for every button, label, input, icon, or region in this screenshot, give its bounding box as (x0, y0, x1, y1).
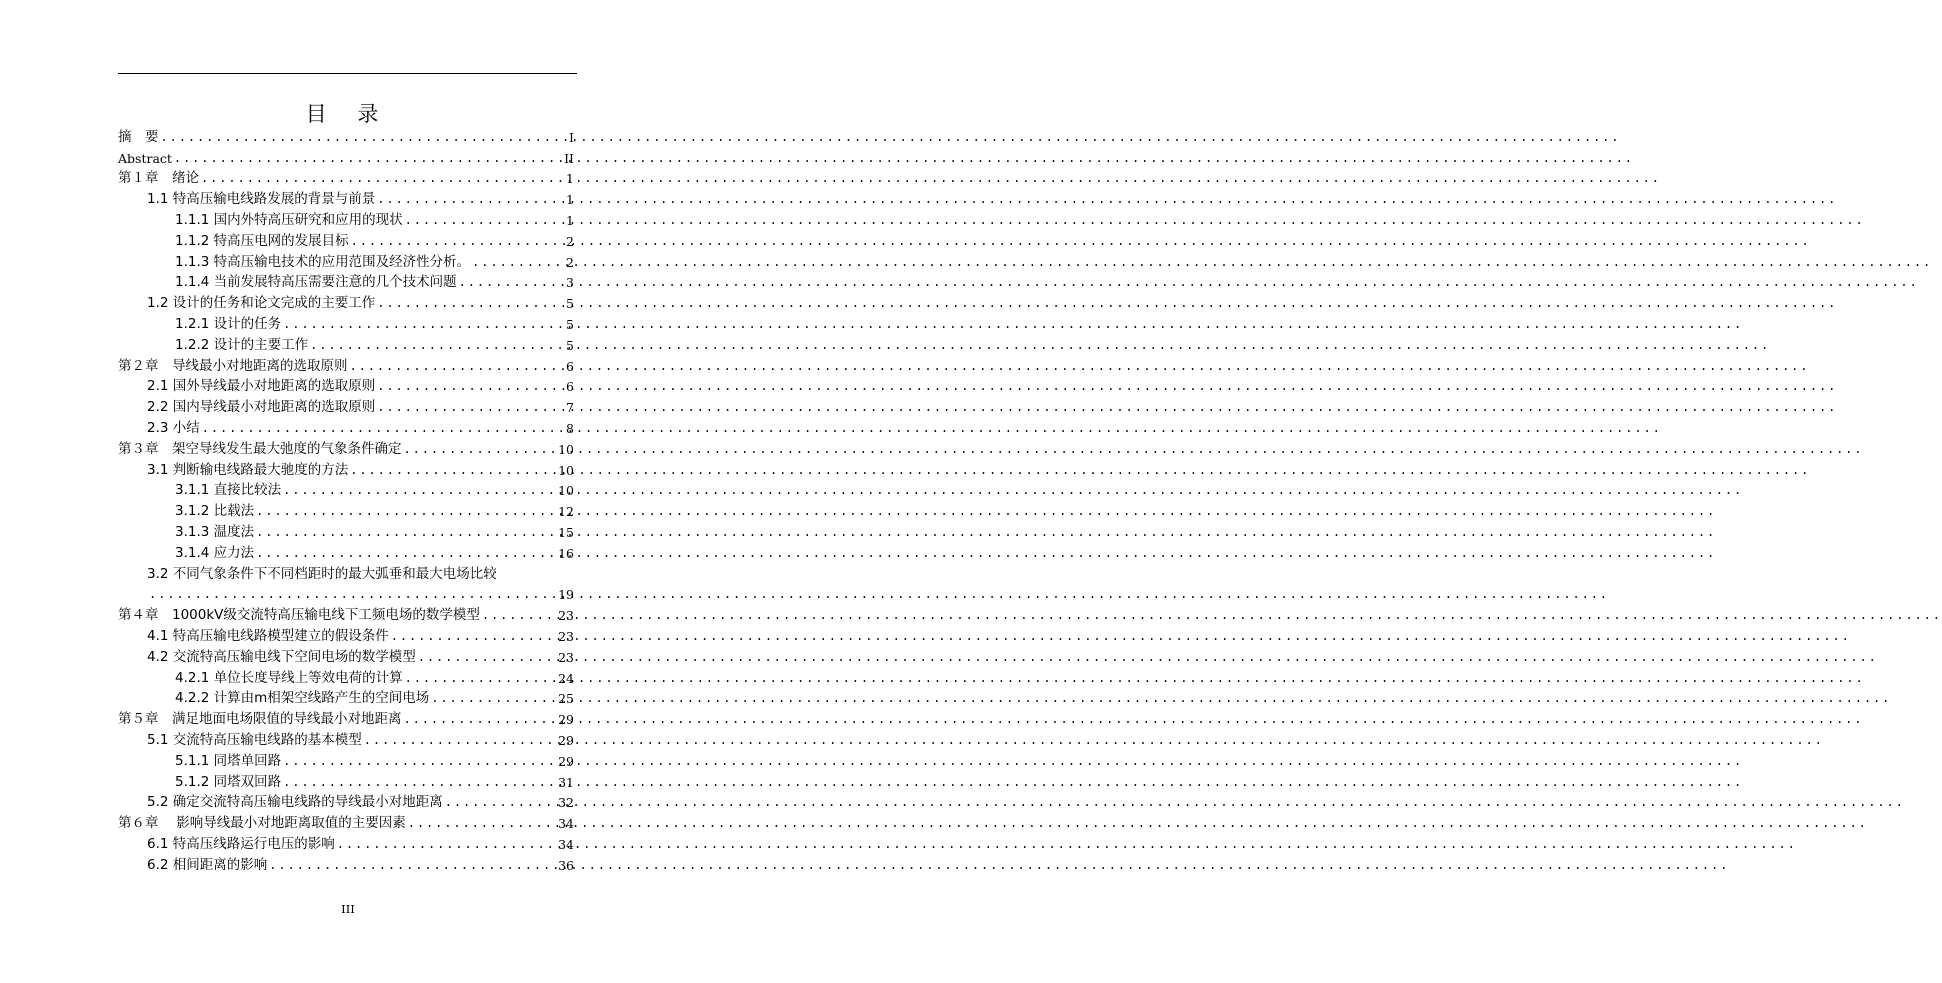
toc-entry-label: 1.1.2 特高压电网的发展目标 (175, 232, 349, 249)
toc-leader (283, 752, 556, 771)
toc-entry-2-2[interactable] (118, 396, 574, 417)
toc-leader (418, 648, 556, 667)
toc-entry-label: 1.1.3 特高压输电技术的应用范围及经济性分析。 (175, 253, 471, 270)
toc-entry-1-1-4[interactable] (118, 272, 574, 293)
toc-entry-6-1[interactable] (118, 833, 574, 854)
toc-entry-4-1[interactable] (118, 625, 574, 646)
toc-entry-page: 31 (558, 774, 574, 790)
toc-entry-2-1[interactable] (118, 376, 574, 397)
toc-entry-label: 1.1.1 国内外特高压研究和应用的现状 (175, 211, 403, 228)
toc-leader (391, 627, 556, 646)
toc-entry-page: 19 (558, 587, 574, 603)
table-of-contents (118, 126, 574, 875)
toc-entry-page: 29 (558, 712, 574, 728)
toc-leader (472, 253, 564, 272)
toc-entry-page: 24 (558, 670, 574, 686)
toc-leader (256, 502, 556, 521)
toc-leader (269, 856, 556, 875)
toc-leader (310, 336, 564, 355)
toc-entry-page: 7 (566, 400, 574, 416)
toc-entry-1-1-3[interactable] (118, 251, 574, 272)
toc-leader (350, 357, 565, 376)
toc-leader (283, 315, 564, 334)
toc-entry-label: 1.2 设计的任务和论文完成的主要工作 (147, 295, 376, 312)
toc-entry-chapter-2[interactable] (118, 355, 574, 376)
toc-entry-3-1-1[interactable] (118, 480, 574, 501)
page-number: III (341, 902, 355, 916)
toc-entry-chapter-1[interactable] (118, 168, 574, 189)
toc-entry-page: 10 (558, 462, 574, 478)
toc-entry-label: 第４章 1000kV级交流特高压输电线下工频电场的数学模型 (118, 607, 480, 624)
toc-leader (364, 731, 556, 750)
toc-entry-3-1-3[interactable] (118, 521, 574, 542)
toc-entry-page: 3 (566, 275, 574, 291)
toc-entry-label: 6.1 特高压线路运行电压的影响 (147, 835, 335, 852)
toc-leader (377, 190, 564, 209)
toc-entry-label: 5.1 交流特高压输电线路的基本模型 (147, 731, 362, 748)
toc-leader (445, 793, 556, 812)
toc-leader (174, 149, 562, 168)
toc-entry-chapter-5[interactable] (118, 708, 574, 729)
toc-entry-page: 16 (558, 545, 574, 561)
toc-entry-label: 摘 要 (118, 128, 159, 145)
toc-entry-label: 2.2 国内导线最小对地距离的选取原则 (147, 399, 376, 416)
toc-entry-label: 3.1.2 比载法 (175, 503, 255, 520)
toc-leader (404, 710, 557, 729)
toc-leader (377, 377, 564, 396)
toc-entry-label: 第１章 绪论 (118, 170, 199, 187)
toc-leader (202, 419, 564, 438)
toc-entry-3-2-continued[interactable] (118, 584, 574, 605)
toc-leader (337, 835, 556, 854)
toc-entry-3-2[interactable] (118, 563, 574, 584)
toc-entry-3-1-2[interactable] (118, 500, 574, 521)
toc-entry-page: 2 (566, 254, 574, 270)
toc-entry-4-2-1[interactable] (118, 667, 574, 688)
toc-entry-label: 3.1.1 直接比较法 (175, 482, 282, 499)
toc-entry-6-2[interactable] (118, 854, 574, 875)
toc-entry-label: 4.1 特高压输电线路模型建立的假设条件 (147, 627, 389, 644)
toc-entry-4-2[interactable] (118, 646, 574, 667)
toc-leader (459, 273, 564, 292)
toc-leader (377, 398, 564, 417)
toc-entry-page: 29 (558, 732, 574, 748)
toc-entry-2-3[interactable] (118, 417, 574, 438)
toc-leader (351, 232, 564, 251)
header-rule (118, 73, 577, 74)
toc-entry-1-1[interactable] (118, 188, 574, 209)
toc-entry-5-1-2[interactable] (118, 771, 574, 792)
toc-leader (377, 294, 564, 313)
toc-leader (256, 544, 556, 563)
toc-entry-page: 34 (558, 816, 574, 832)
toc-entry-label: 5.1.1 同塔单回路 (175, 752, 282, 769)
toc-entry-page: 5 (566, 337, 574, 353)
toc-leader (482, 606, 556, 625)
toc-entry-abstract[interactable] (118, 147, 574, 168)
toc-entry-3-1[interactable] (118, 459, 574, 480)
toc-entry-1-1-1[interactable] (118, 209, 574, 230)
toc-entry-label: 3.2 不同气象条件下不同档距时的最大弧垂和最大电场比较 (147, 565, 497, 582)
toc-entry-chapter-6[interactable] (118, 812, 574, 833)
toc-entry-label: 1.1.4 当前发展特高压需要注意的几个技术问题 (175, 274, 457, 291)
toc-entry-label: 3.1.4 应力法 (175, 544, 255, 561)
toc-entry-label: 第３章 架空导线发生最大弛度的气象条件确定 (118, 440, 402, 457)
toc-entry-page: 5 (566, 296, 574, 312)
toc-leader (201, 169, 564, 188)
toc-leader (283, 773, 556, 792)
toc-entry-label: 1.1 特高压输电线路发展的背景与前景 (147, 191, 376, 208)
toc-entry-label: 6.2 相间距离的影响 (147, 856, 268, 873)
toc-entry-page: 25 (558, 691, 574, 707)
toc-entry-label: 5.2 确定交流特高压输电线路的导线最小对地距离 (147, 794, 443, 811)
toc-entry-page: I (569, 129, 574, 145)
toc-entry-page: 2 (566, 233, 574, 249)
toc-entry-page: 5 (566, 316, 574, 332)
toc-entry-label: 3.1 判断输电线路最大驰度的方法 (147, 461, 349, 478)
toc-entry-abstract-cn[interactable] (118, 126, 574, 147)
toc-leader (408, 814, 556, 833)
toc-entry-label: 3.1.3 温度法 (175, 523, 255, 540)
toc-leader (256, 523, 556, 542)
toc-entry-page: 32 (558, 795, 574, 811)
toc-leader (404, 440, 557, 459)
toc-entry-1-2[interactable] (118, 292, 574, 313)
toc-entry-1-2-2[interactable] (118, 334, 574, 355)
toc-entry-page: 1 (566, 171, 574, 187)
toc-entry-page: 36 (558, 857, 574, 873)
toc-entry-label: Abstract (118, 150, 172, 166)
toc-entry-label: 第６章 影响导线最小对地距离取值的主要因素 (118, 815, 406, 832)
toc-entry-label: 第５章 满足地面电场限值的导线最小对地距离 (118, 711, 402, 728)
toc-entry-page: 6 (566, 358, 574, 374)
toc-leader (149, 585, 556, 604)
toc-entry-page: 10 (558, 483, 574, 499)
toc-entry-page: 8 (566, 420, 574, 436)
toc-entry-page: 1 (566, 212, 574, 228)
toc-entry-page: 12 (558, 504, 574, 520)
toc-entry-page: 23 (558, 608, 574, 624)
toc-entry-label: 5.1.2 同塔双回路 (175, 773, 282, 790)
page-title: 目 录 (305, 102, 391, 126)
toc-entry-label: 1.2.1 设计的任务 (175, 315, 282, 332)
toc-leader (161, 128, 568, 147)
toc-entry-page: 29 (558, 753, 574, 769)
toc-entry-5-1[interactable] (118, 729, 574, 750)
toc-entry-5-1-1[interactable] (118, 750, 574, 771)
toc-entry-1-1-2[interactable] (118, 230, 574, 251)
toc-leader (431, 689, 556, 708)
toc-entry-4-2-2[interactable] (118, 688, 574, 709)
toc-entry-label: 2.1 国外导线最小对地距离的选取原则 (147, 378, 376, 395)
toc-entry-page: 23 (558, 649, 574, 665)
toc-leader (350, 461, 556, 480)
toc-entry-label: 4.2.1 单位长度导线上等效电荷的计算 (175, 669, 403, 686)
toc-entry-5-2[interactable] (118, 792, 574, 813)
toc-entry-1-2-1[interactable] (118, 313, 574, 334)
toc-entry-page: 10 (558, 441, 574, 457)
toc-entry-label: 第２章 导线最小对地距离的选取原则 (118, 357, 348, 374)
toc-leader (405, 211, 564, 230)
toc-entry-label: 2.3 小结 (147, 419, 200, 436)
toc-entry-label: 4.2 交流特高压输电线下空间电场的数学模型 (147, 648, 416, 665)
toc-entry-page: II (564, 150, 574, 166)
toc-entry-chapter-3[interactable] (118, 438, 574, 459)
toc-entry-page: 34 (558, 836, 574, 852)
toc-entry-chapter-4[interactable] (118, 604, 574, 625)
toc-leader (283, 481, 556, 500)
toc-entry-label: 4.2.2 计算由m相架空线路产生的空间电场 (175, 690, 430, 707)
toc-entry-3-1-4[interactable] (118, 542, 574, 563)
toc-entry-page: 6 (566, 379, 574, 395)
toc-entry-page: 15 (558, 524, 574, 540)
toc-entry-page: 23 (558, 628, 574, 644)
toc-entry-page: 1 (566, 192, 574, 208)
toc-entry-label: 1.2.2 设计的主要工作 (175, 336, 309, 353)
toc-leader (405, 669, 556, 688)
